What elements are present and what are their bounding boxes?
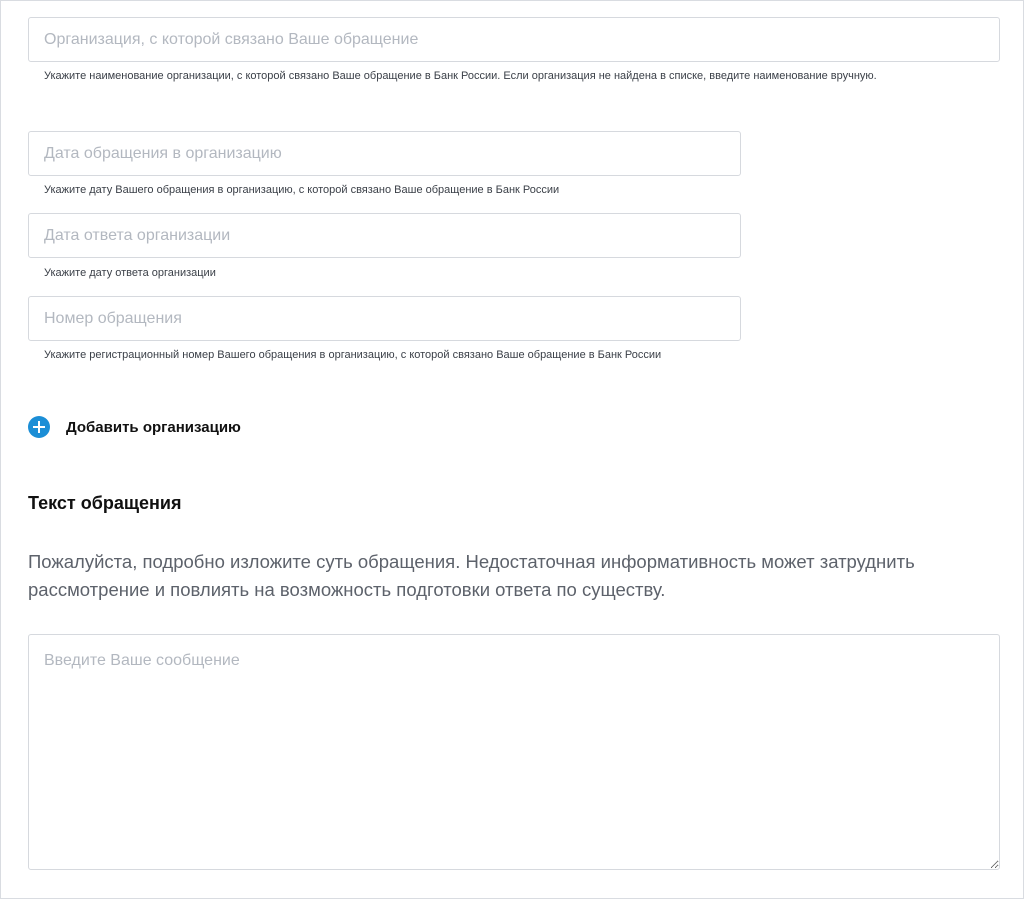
response-date-hint: Укажите дату ответа организации [44,267,216,279]
response-date-input[interactable] [28,213,741,258]
plus-circle-icon[interactable] [28,416,50,438]
organization-hint: Укажите наименование организации, с которой связано Ваше обращение в Банк России. Если организация не найдена в списке, введите наименование вручную. [44,70,877,82]
request-number-input[interactable] [28,296,741,341]
request-number-hint: Укажите регистрационный номер Вашего обращения в организацию, с которой связано Ваше обращение в Банк России [44,349,662,361]
message-section-title: Текст обращения [28,493,182,513]
add-organization-button[interactable] [28,415,241,439]
request-date-hint: Укажите дату Вашего обращения в организацию, с которой связано Ваше обращение в Банк России [44,184,560,196]
add-organization-label[interactable]: Добавить организацию [66,418,241,436]
message-textarea[interactable] [28,634,1000,870]
organization-input[interactable] [28,17,1000,62]
message-section-lead: Пожалуйста, подробно изложите суть обращения. Недостаточная информативность может затруднить рассмотрение и повлиять на возможность подготовки ответа по существу. [28,551,915,600]
request-date-input[interactable] [28,131,741,176]
